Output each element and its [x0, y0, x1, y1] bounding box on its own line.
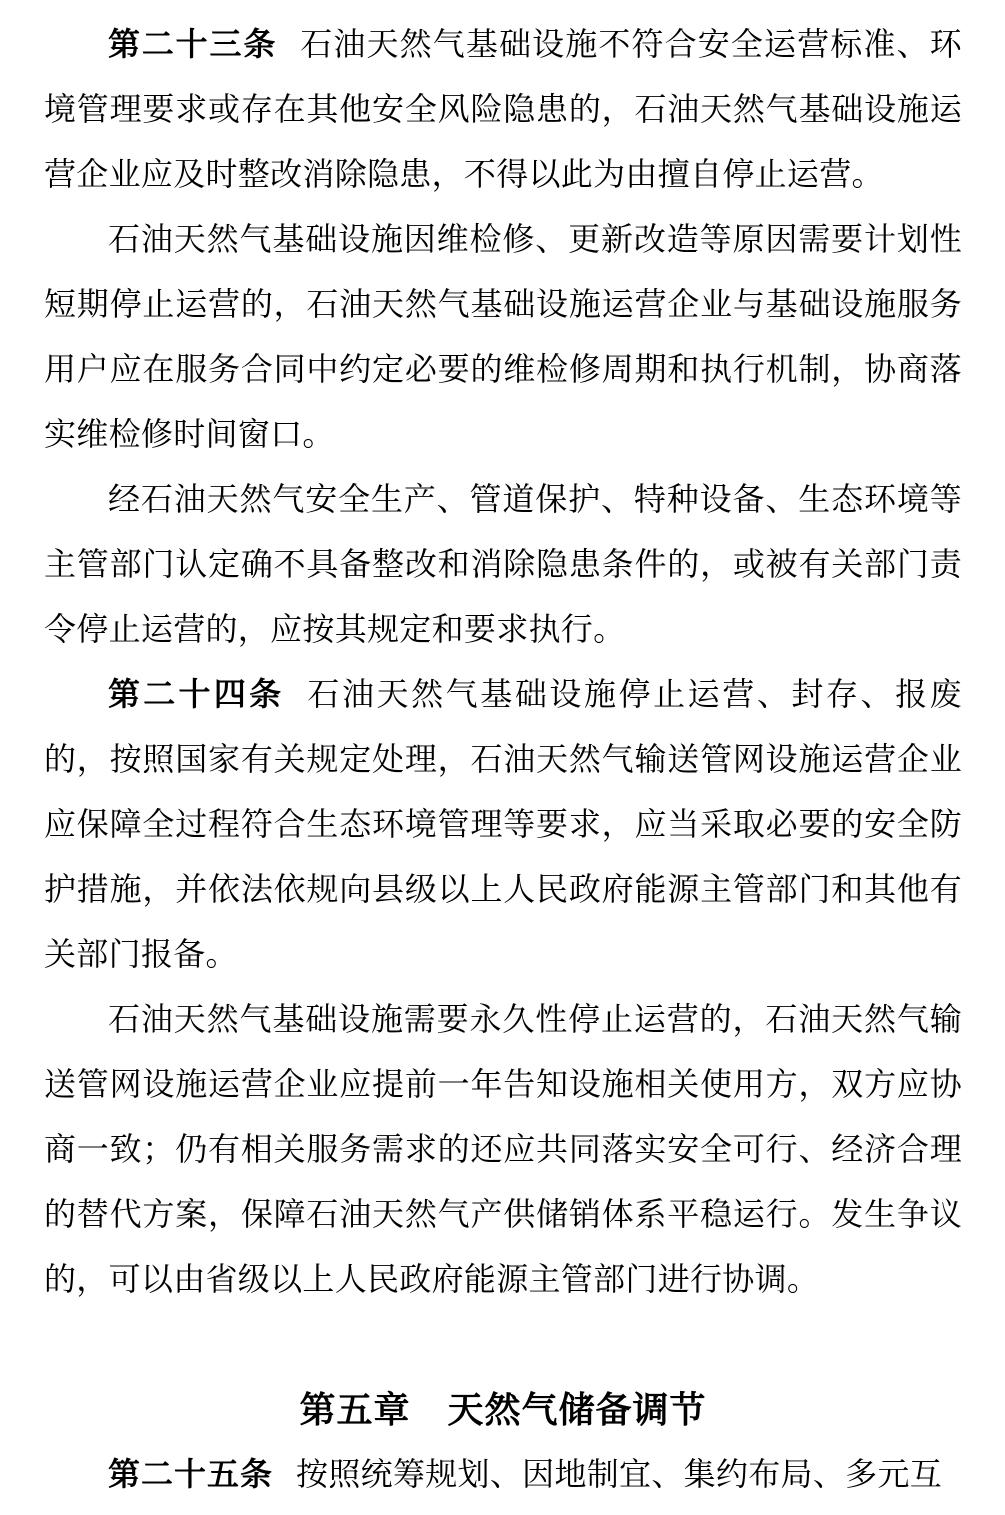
article-24-text: 石油天然气基础设施停止运营、封存、报废的，按照国家有关规定处理，石油天然气输送管网设施运营企业应保障全过程符合生态环境管理等要求，应当采取必要的安全防护措施，并依法依规向县级以上人民政府能源主管部门和其他有关部门报备。	[44, 676, 962, 972]
article-23-paragraph-1	[44, 12, 962, 207]
article-23-label: 第二十三条	[108, 26, 278, 62]
article-23-paragraph-2-text: 石油天然气基础设施因维检修、更新改造等原因需要计划性短期停止运营的，石油天然气基础设施运营企业与基础设施服务用户应在服务合同中约定必要的维检修周期和执行机制，协商落实维检修时间窗口。	[44, 221, 962, 452]
chapter-heading	[44, 1377, 962, 1442]
article-24-paragraph-2	[44, 987, 962, 1312]
article-25-label: 第二十五条	[108, 1456, 274, 1492]
article-24-paragraph-1	[44, 662, 962, 987]
article-25-text: 按照统筹规划、因地制宜、集约布局、多元互	[296, 1456, 943, 1492]
article-23-paragraph-3	[44, 467, 962, 662]
article-24-label: 第二十四条	[108, 676, 285, 712]
article-23-paragraph-2	[44, 207, 962, 467]
article-24-paragraph-2-text: 石油天然气基础设施需要永久性停止运营的，石油天然气输送管网设施运营企业应提前一年告知设施相关使用方，双方应协商一致；仍有相关服务需求的还应共同落实安全可行、经济合理的替代方案，保障石油天然气产供储销体系平稳运行。发生争议的，可以由省级以上人民政府能源主管部门进行协调。	[44, 1001, 962, 1297]
article-23-paragraph-3-text: 经石油天然气安全生产、管道保护、特种设备、生态环境等主管部门认定确不具备整改和消除隐患条件的，或被有关部门责令停止运营的，应按其规定和要求执行。	[44, 481, 962, 647]
article-23-text: 石油天然气基础设施不符合安全运营标准、环境管理要求或存在其他安全风险隐患的，石油天然气基础设施运营企业应及时整改消除隐患，不得以此为由擅自停止运营。	[44, 26, 962, 192]
article-25-paragraph-1	[44, 1442, 962, 1507]
chapter-heading-text: 第五章 天然气储备调节	[299, 1389, 707, 1430]
